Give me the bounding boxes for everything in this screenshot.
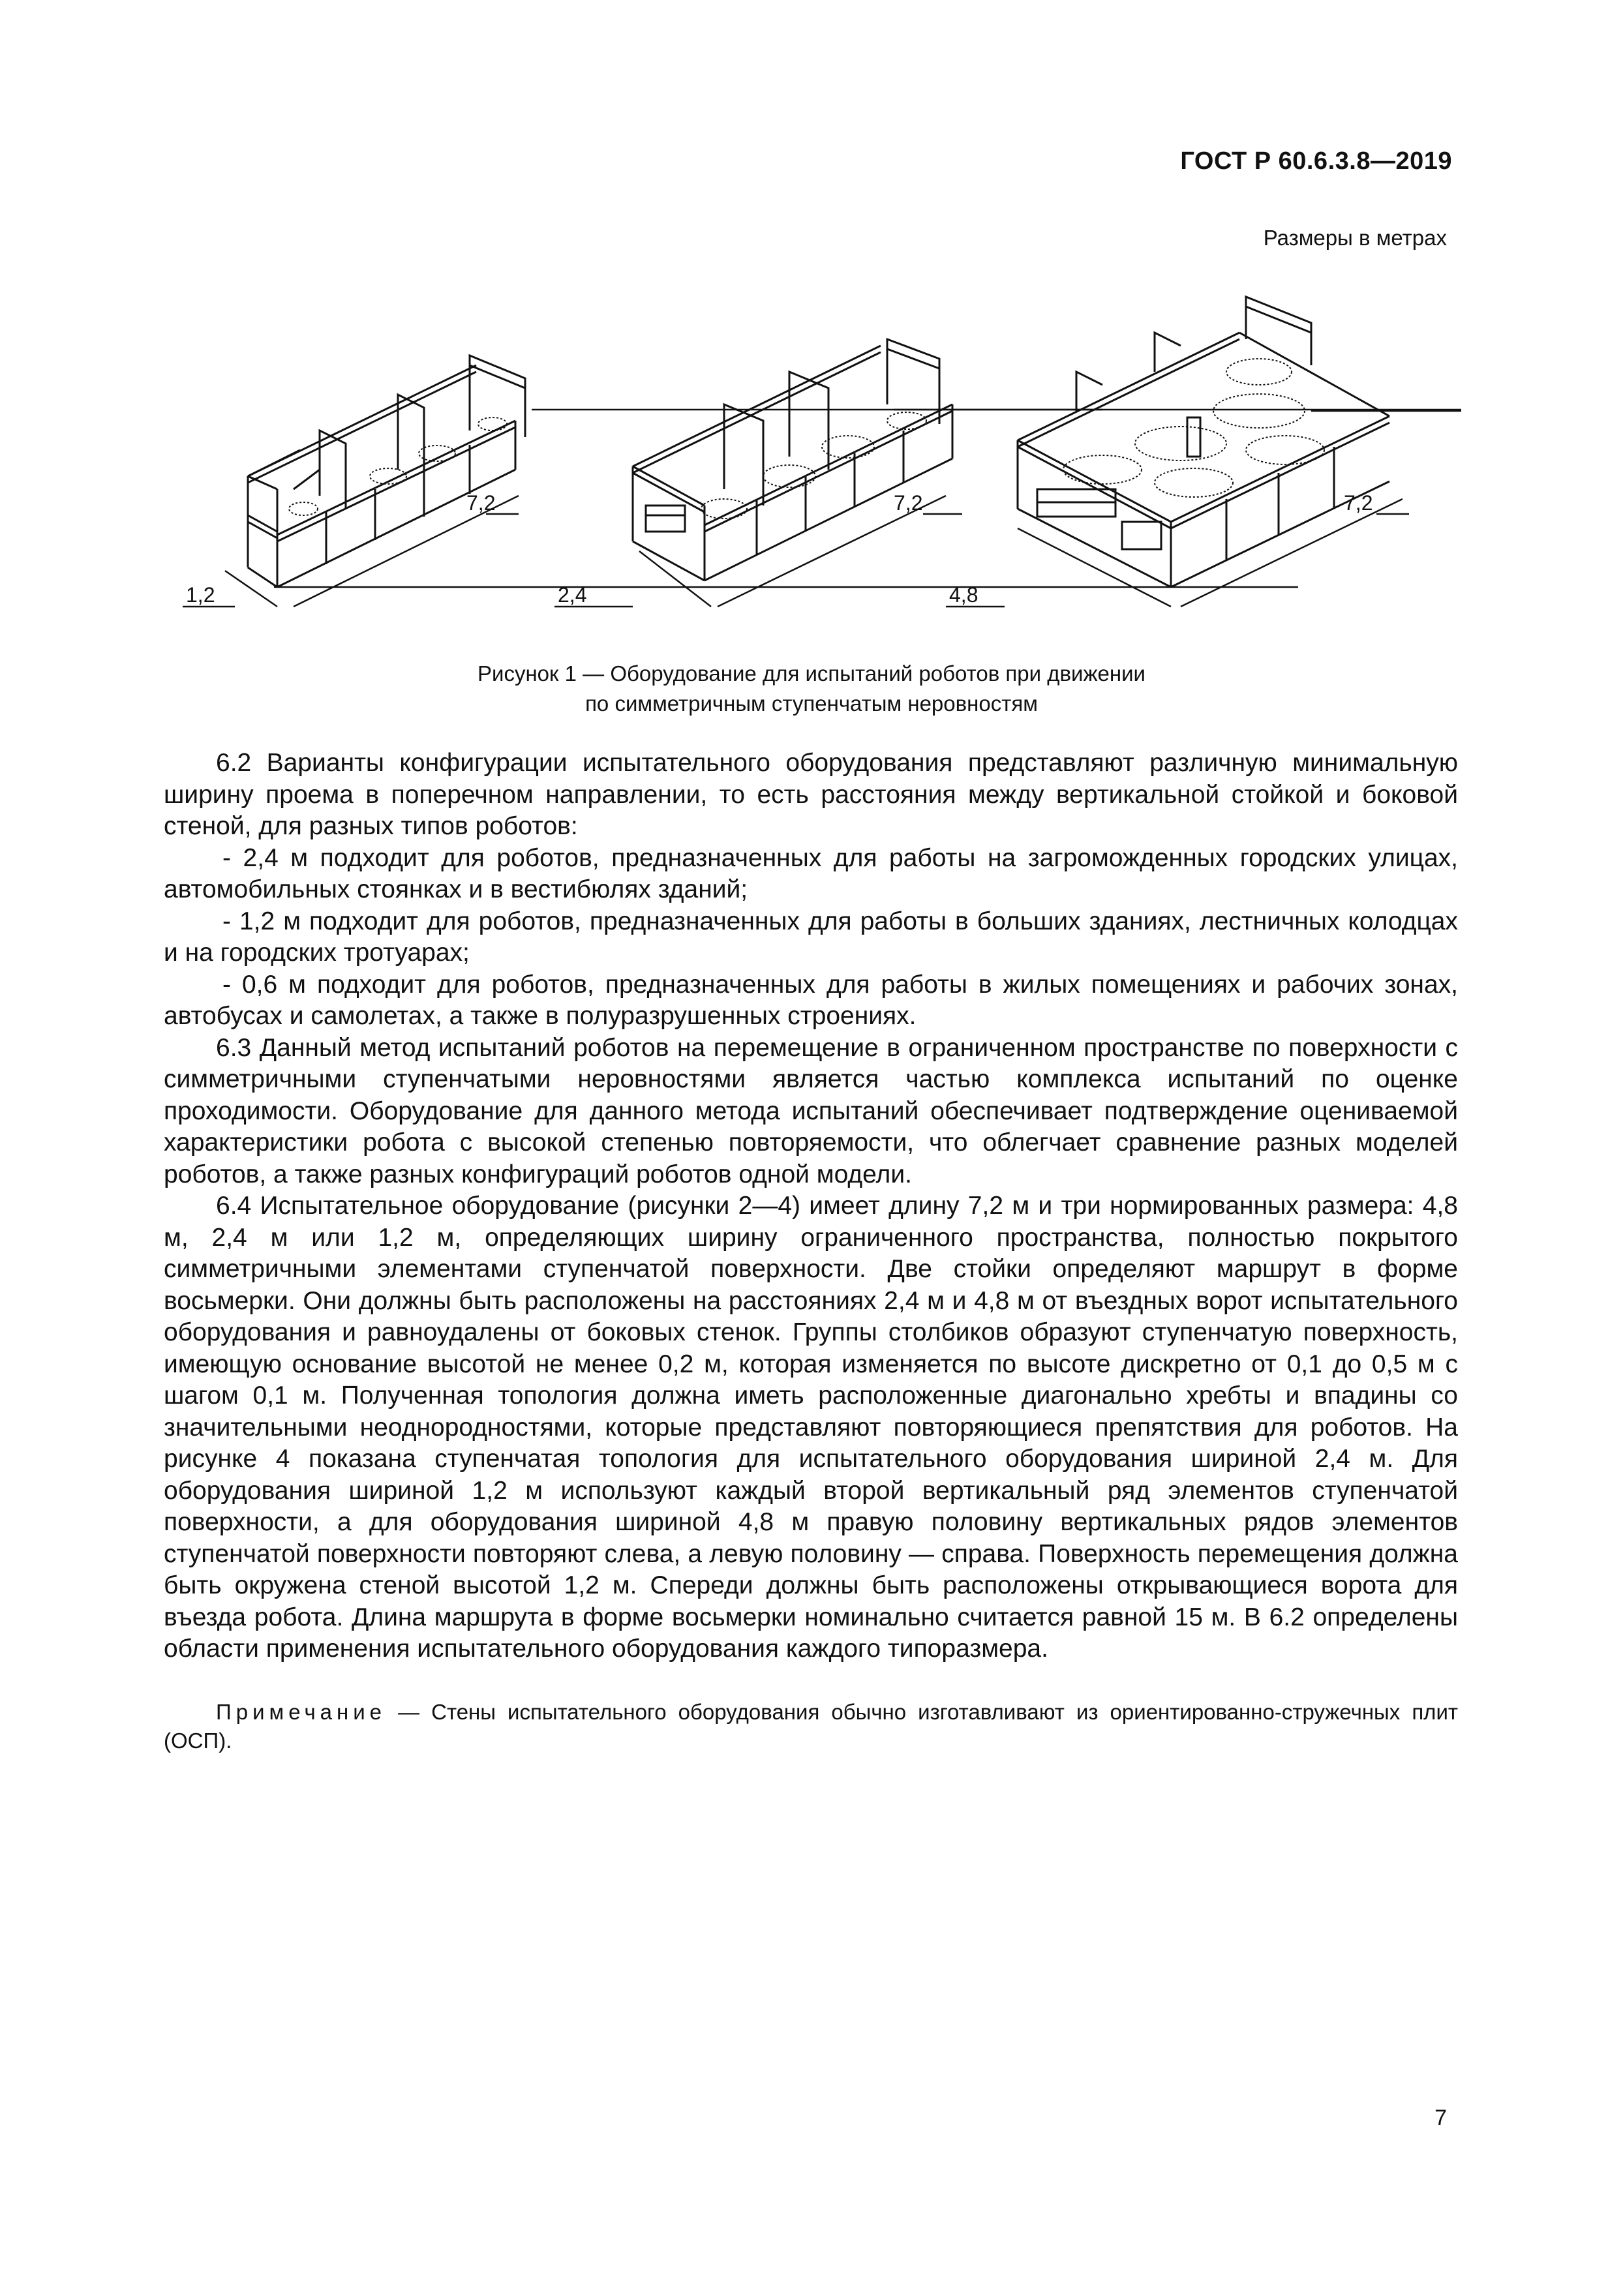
note-text: — Стены испытательного оборудования обычно изготавливают из ориентированно-стружечных плит (ОСП). xyxy=(164,1700,1458,1753)
dim-label-3: 2,4 xyxy=(558,583,587,607)
dim-label-6: 7,2 xyxy=(1344,491,1373,515)
figure-caption-line-1: Рисунок 1 — Оборудование для испытаний роботов при движении xyxy=(478,661,1145,686)
paragraph-6-4: 6.4 Испытательное оборудование (рисунки 2—4) имеет длину 7,2 м и три нормированных размера: 4,8 м, 2,4 м или 1,2 м, определяющих ширину ограниченного пространства, полностью покрытого симметричными элементами ступенчатой поверхности. Две стойки определяют маршрут в форме восьмерки. Они должны быть расположены на расстояниях 2,4 м и 4,8 м от въездных ворот испытательного оборудования и равноудалены от боковых стенок. Группы столбиков образуют ступенчатую поверхность, имеющую основание высотой не менее 0,2 м, которая изменяется по высоте дискретно от 0,1 до 0,5 м с шагом 0,1 м. Полученная топология должна иметь расположенные диагонально хребты и впадины со значительными неоднородностями, которые представляют повторяющиеся препятствия для роботов. На рисунке 4 показана ступенчатая топология для испытательного оборудования шириной 2,4 м. Для оборудования шириной 1,2 м используют каждый второй вертикальный ряд элементов ступенчатой поверхности, а для оборудования шириной 4,8 м правую половину вертикальных рядов элементов ступенчатой поверхности повторяют слева, а левую половину — справа. Поверхность перемещения должна быть окружена стеной высотой 1,2 м. Спереди должны быть расположены открывающиеся ворота для въезда робота. Длина маршрута в форме восьмерки номинально считается равной 15 м. В 6.2 определены области применения испытательного оборудования каждого типоразмера. xyxy=(164,1192,1458,1663)
note-label: Примечание xyxy=(216,1700,387,1724)
note xyxy=(164,1698,1458,1755)
body-text xyxy=(164,748,1458,1665)
list-item: - 1,2 м подходит для роботов, предназначенных для работы в больших зданиях, лестничных колодцах и на городских тротуарах; xyxy=(164,907,1458,967)
figure-caption-line-2: по симметричным ступенчатым неровностям xyxy=(585,691,1038,716)
units-note: Размеры в метрах xyxy=(1263,226,1447,250)
dim-label-2: 7,2 xyxy=(466,491,496,515)
rig-small xyxy=(248,355,525,587)
dimension-lines xyxy=(183,496,1409,607)
list-item: - 2,4 м подходит для роботов, предназначенных для работы на загроможденных городских улицах, автомобильных стоянках и в вестибюлях зданий; xyxy=(164,843,1458,903)
document-code: ГОСТ Р 60.6.3.8—2019 xyxy=(1180,147,1452,175)
figure-test-equipment xyxy=(163,274,1468,665)
figure-caption xyxy=(0,659,1623,719)
rig-medium xyxy=(633,339,952,581)
dim-label-1: 1,2 xyxy=(186,583,215,607)
paragraph-6-2: 6.2 Варианты конфигурации испытательного оборудования представляют различную минимальную ширину проема в поперечном направлении, то есть расстояния между вертикальной стойкой и боковой стеной, для разных типов роботов: xyxy=(164,749,1458,840)
page-number: 7 xyxy=(1434,2106,1447,2130)
dim-label-5: 4,8 xyxy=(949,583,978,607)
list-item: - 0,6 м подходит для роботов, предназначенных для работы в жилых помещениях и рабочих зонах, автобусах и самолетах, а также в полуразрушенных строениях. xyxy=(164,970,1458,1030)
rig-large xyxy=(1018,297,1389,587)
paragraph-6-3: 6.3 Данный метод испытаний роботов на перемещение в ограниченном пространстве по поверхности с симметричными ступенчатыми неровностями является частью комплекса испытаний по оценке проходимости. Оборудование для данного метода испытаний обеспечивает подтверждение оцениваемой характеристики робота с высокой степенью повторяемости, что облегчает сравнение разных моделей роботов, а также разных конфигураций роботов одной модели. xyxy=(164,1033,1458,1188)
dim-label-4: 7,2 xyxy=(894,491,923,515)
